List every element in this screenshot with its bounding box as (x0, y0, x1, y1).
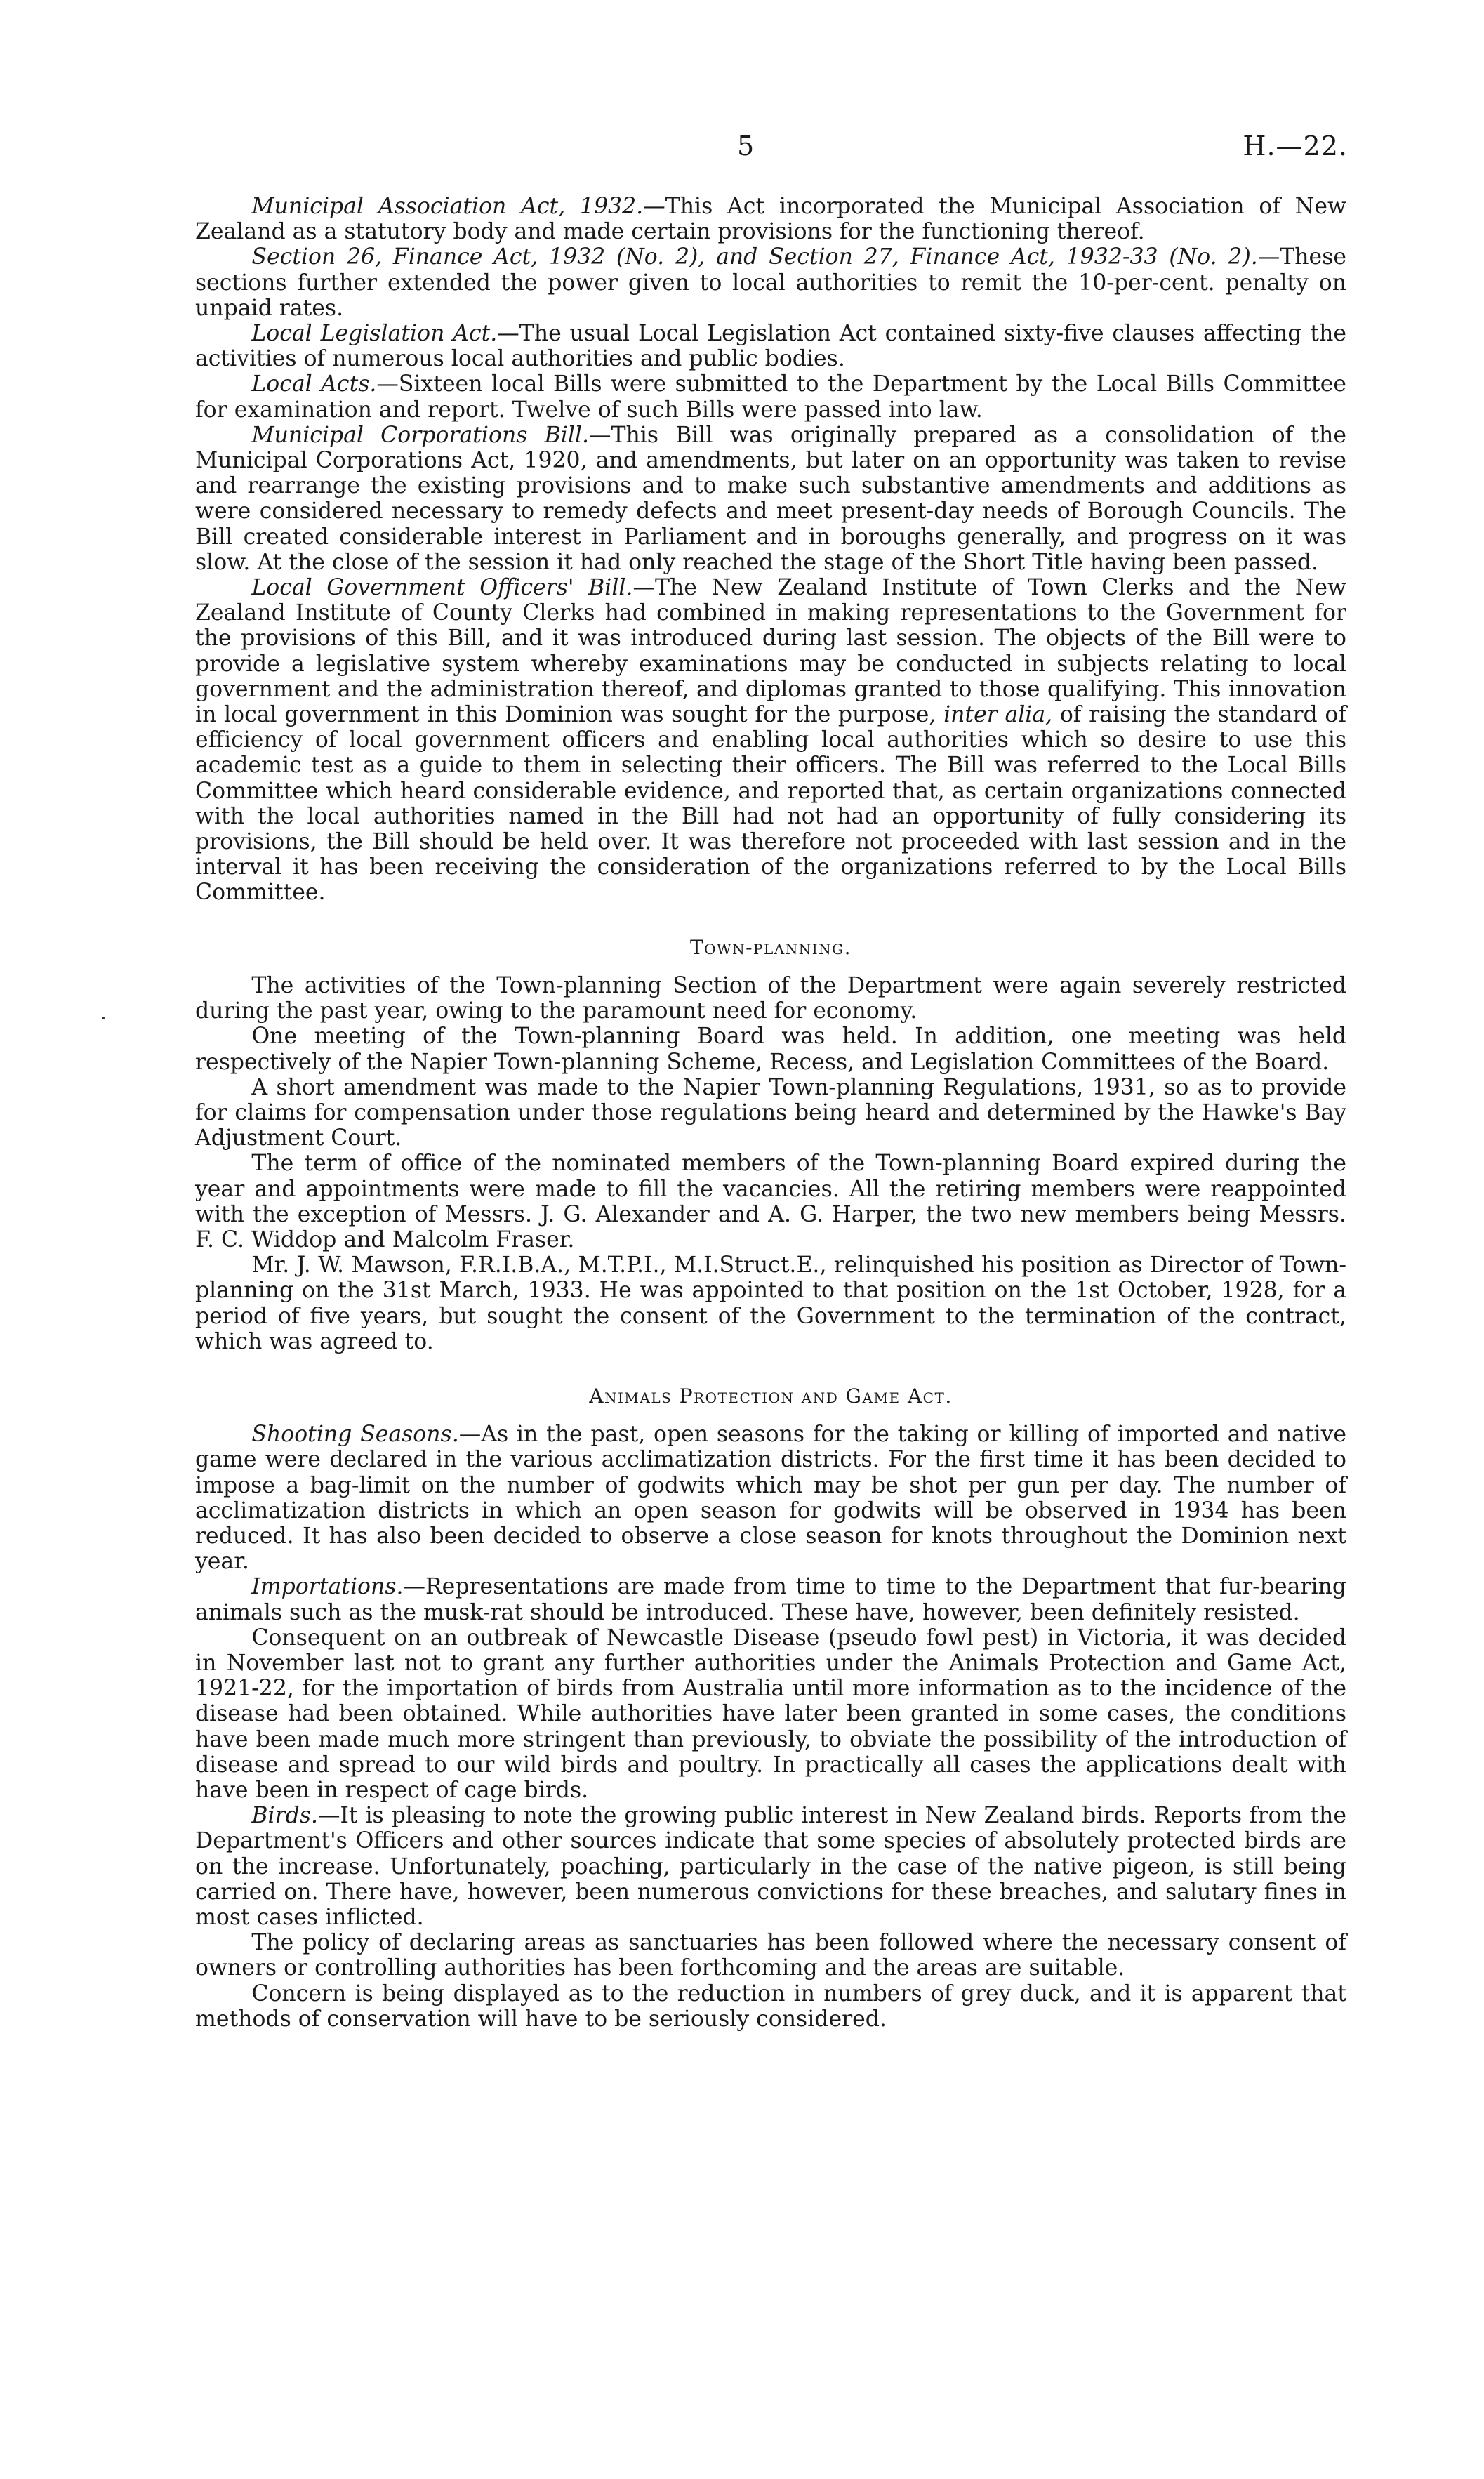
paragraph-sanctuaries: The policy of declaring areas as sanctuaries has been followed where the necessary consent of owners or controlling authorities has been forthcoming and the areas are suitable. (195, 1930, 1346, 1981)
document-body (195, 194, 1346, 2032)
paragraph-title: Municipal Association Act, 1932. (251, 194, 644, 219)
paragraph-local-legislation-act (195, 321, 1346, 371)
paragraph-text: —The usual Local Legislation Act contained sixty-five clauses affecting the activities of numerous local authorities and public bodies. (195, 321, 1346, 372)
paragraph-grey-duck: Concern is being displayed as to the reduction in numbers of grey duck, and it is apparent that methods of conservation will have to be seriously considered. (195, 1981, 1346, 2032)
paragraph-title: Shooting Seasons. (251, 1422, 459, 1448)
section-heading-town-planning: Town-planning. (689, 935, 852, 959)
paragraph-text: —It is pleasing to note the growing public interest in New Zealand birds. Reports from the Department's Officers and other sources indicate that some species of absolutely protected birds are on the increase. Unfortunately, poaching, particularly in the case of the native pigeon, is still being carried on. There have, however, been numerous convictions for these breaches, and salutary fines in most cases inflicted. (195, 1803, 1346, 1930)
paragraph-text: —Sixteen local Bills were submitted to the Department by the Local Bills Committee for examination and report. Twelve of such Bills were passed into law. (195, 371, 1346, 423)
paragraph-town-planning-4: The term of office of the nominated members of the Town-planning Board expired during the year and appointments were made to fill the vacancies. All the retiring members were reappointed with the exception of Messrs. J. G. Alexander and A. G. Harper, the two new members being Messrs. F. C. Widdop and Malcolm Fraser. (195, 1151, 1346, 1252)
paragraph-local-government-officers-bill (195, 575, 1346, 906)
paragraph-shooting-seasons (195, 1422, 1346, 1574)
margin-mark (102, 1017, 105, 1019)
paragraph-municipal-corporations-bill (195, 423, 1346, 575)
paragraph-title: Section 26, Finance Act, 1932 (No. 2), and Section 27, Finance Act, 1932-33 (No. 2). (251, 244, 1258, 270)
paragraph-title: Local Legislation Act. (251, 321, 498, 347)
paragraph-title: Local Acts. (251, 371, 377, 397)
paragraph-finance-act-sections (195, 244, 1346, 321)
page-number: 5 (737, 131, 755, 161)
paragraph-birds (195, 1803, 1346, 1930)
paragraph-title: Importations. (251, 1574, 404, 1600)
paragraph-text: —This Bill was originally prepared as a consolidation of the Municipal Corporations Act, 1920, and amendments, but later on an opportunity was taken to revise and rearrange the existing provisions and to make such substantive amendments and additions as were considered necessary to remedy defects and meet present-day needs of Borough Councils. The Bill created considerable interest in Parliament and in boroughs generally, and progress on it was slow. At the close of the session it had only reached the stage of the Short Title having been passed. (195, 422, 1346, 575)
paragraph-title: Birds. (251, 1803, 318, 1829)
paragraph-text: —Representations are made from time to time to the Department that fur-bearing animals such as the musk-rat should be introduced. These have, however, been definitely resisted. (195, 1574, 1346, 1625)
paragraph-italic-phrase: inter alia, (943, 702, 1053, 728)
paragraph-text: —The New Zealand Institute of Town Clerks and the New Zealand Institute of County Clerks had combined in making representations to the Government for the provisions of this Bill, and it was introduced during last session. The objects of the Bill were to provide a legislative system whereby examinations may be conducted in subjects relating to local government and the administration thereof, and diplomas granted to those qualifying. This innovation in local government in this Dominion was sought for the purpose, (195, 575, 1346, 728)
paragraph-newcastle-disease: Consequent on an outbreak of Newcastle Disease (pseudo fowl pest) in Victoria, it was decided in November last not to grant any further authorities under the Animals Protection and Game Act, 1921-22, for the importation of birds from Australia until more information as to the incidence of the disease had been obtained. While authorities have later been granted in some cases, the conditions have been made much more stringent than previously, to obviate the possibility of the introduction of disease and spread to our wild birds and poultry. In practically all cases the applications dealt with have been in respect of cage birds. (195, 1625, 1346, 1803)
paragraph-text-continued: of raising the standard of efficiency of local government officers and enabling local authorities which so desire to use this academic test as a guide to them in selecting their officers. The Bill was referred to the Local Bills Committee which heard considerable evidence, and reported that, as certain organizations connected with the local authorities named in the Bill had not had an opportunity of fully considering its provisions, the Bill should be held over. It was therefore not proceeded with last session and in the interval it has been receiving the consideration of the organizations referred to by the Local Bills Committee. (195, 702, 1346, 906)
paragraph-town-planning-3: A short amendment was made to the Napier Town-planning Regulations, 1931, so as to provide for claims for compensation under those regulations being heard and determined by the Hawke's Bay Adjustment Court. (195, 1074, 1346, 1151)
paragraph-town-planning-1: The activities of the Town-planning Section of the Department were again severely restricted during the past year, owing to the paramount need for economy. (195, 972, 1346, 1024)
page-header (0, 131, 1484, 173)
document-reference: H.—22. (1243, 131, 1348, 161)
paragraph-local-acts (195, 371, 1346, 422)
paragraph-municipal-association-act (195, 194, 1346, 244)
paragraph-title: Municipal Corporations Bill. (251, 422, 589, 448)
section-heading-animals-protection: Animals Protection and Game Act. (589, 1384, 953, 1408)
paragraph-town-planning-2: One meeting of the Town-planning Board was held. In addition, one meeting was held respectively of the Napier Town-planning Scheme, Recess, and Legislation Committees of the Board. (195, 1024, 1346, 1075)
paragraph-title: Local Government Officers' Bill. (251, 575, 633, 601)
paragraph-text: —As in the past, open seasons for the taking or killing of imported and native game were declared in the various acclimatization districts. For the first time it has been decided to impose a bag-limit on the number of godwits which may be shot per gun per day. The number of acclimatization districts in which an open season for godwits will be observed in 1934 has been reduced. It has also been decided to observe a close season for knots throughout the Dominion next year. (195, 1422, 1347, 1575)
paragraph-text: —This Act incorporated the Municipal Association of New Zealand as a statutory body and made certain provisions for the functioning thereof. (195, 194, 1346, 245)
paragraph-town-planning-5: Mr. J. W. Mawson, F.R.I.B.A., M.T.P.I., M.I.Struct.E., relinquished his position as Director of Town-planning on the 31st March, 1933. He was appointed to that position on the 1st October, 1928, for a period of five years, but sought the consent of the Government to the termination of the contract, which was agreed to. (195, 1252, 1346, 1354)
paragraph-text: —These sections further extended the power given to local authorities to remit the 10-per-cent. penalty on unpaid rates. (195, 244, 1346, 321)
paragraph-importations (195, 1574, 1346, 1625)
